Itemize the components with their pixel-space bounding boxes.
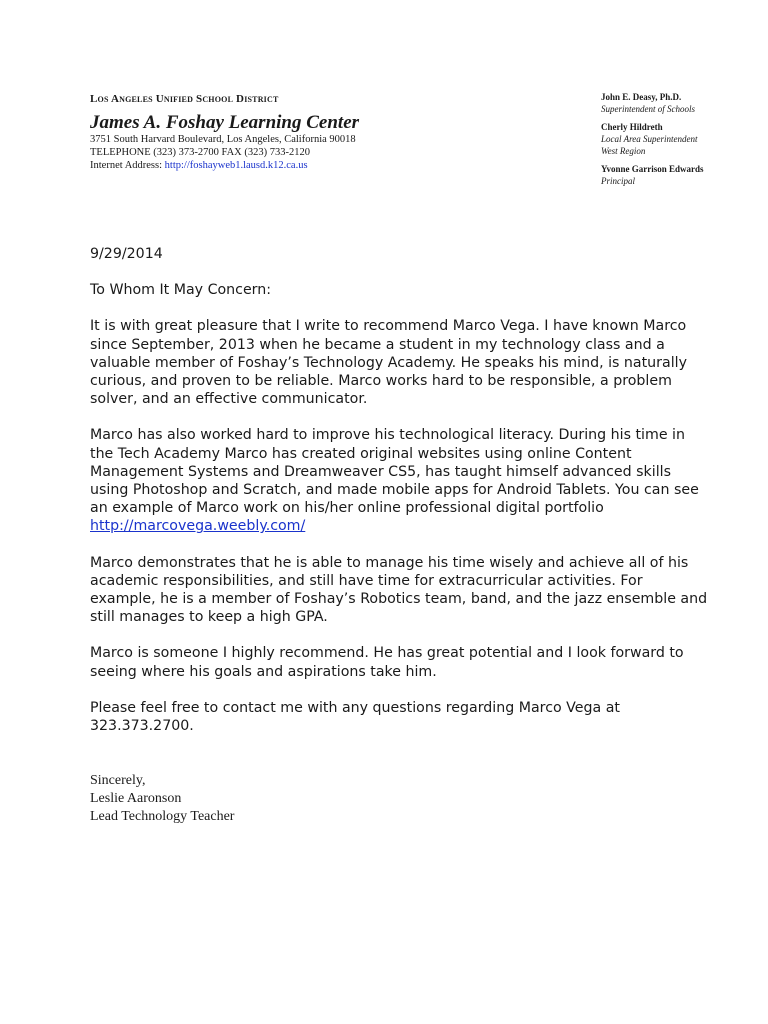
internet-address-line bbox=[90, 159, 510, 172]
district-name: Los Angeles Unified School District bbox=[90, 93, 279, 105]
official-name: Cherly Hildreth bbox=[601, 122, 663, 132]
school-address: 3751 South Harvard Boulevard, Los Angeles, California 90018 bbox=[90, 134, 356, 145]
paragraph-tech-literacy-text: Marco has also worked hard to improve his technological literacy. During his time in the Tech Academy Marco has created original websites using online Content Management Systems and Dreamweaver CS5, has taught himself advanced skills using Photoshop and Scratch, and made mobile apps for Android Tablets. You can see an example of Marco work on his/her online professional digital portfolio bbox=[90, 427, 699, 517]
paragraph-contact: Please feel free to contact me with any questions regarding Marco Vega at 323.373.2700. bbox=[90, 699, 620, 735]
official-title: Local Area Superintendent bbox=[601, 134, 698, 144]
portfolio-link[interactable]: http://marcovega.weebly.com/ bbox=[90, 518, 306, 535]
letter-salutation: To Whom It May Concern: bbox=[90, 282, 272, 299]
school-name: James A. Foshay Learning Center bbox=[90, 112, 360, 133]
official-title: Principal bbox=[601, 176, 635, 186]
paragraph-introduction: It is with great pleasure that I write to recommend Marco Vega. I have known Marco since September, 2013 when he became a student in my technology class and a valuable member of Foshay’s Technology Academy. He speaks his mind, is naturally curious, and proven to be reliable. Marco works hard to be responsible, a problem solver, and an effective communicator. bbox=[90, 318, 687, 408]
signer-name: Leslie Aaronson bbox=[90, 791, 182, 806]
valediction: Sincerely, bbox=[90, 773, 146, 788]
school-phone-fax: TELEPHONE (323) 373-2700 FAX (323) 733-2120 bbox=[90, 147, 310, 158]
official-name: Yvonne Garrison Edwards bbox=[601, 164, 704, 174]
paragraph-tech-literacy bbox=[90, 426, 710, 535]
letter-closing bbox=[90, 772, 234, 826]
letter-body bbox=[90, 245, 710, 753]
officials-list bbox=[601, 91, 761, 187]
school-website-link[interactable]: http://foshayweb1.lausd.k12.ca.us bbox=[164, 160, 308, 171]
paragraph-time-management: Marco demonstrates that he is able to manage his time wisely and achieve all of his academic responsibilities, and still have time for extracurricular activities. For example, he is a member of Foshay’s Robotics team, band, and the jazz ensemble and still manages to keep a high GPA. bbox=[90, 554, 708, 626]
internet-address-label: Internet Address: bbox=[90, 160, 165, 171]
letterhead bbox=[90, 93, 510, 172]
signer-title: Lead Technology Teacher bbox=[90, 809, 235, 824]
official-title: West Region bbox=[601, 146, 646, 156]
official-title: Superintendent of Schools bbox=[601, 104, 695, 114]
official-name: John E. Deasy, Ph.D. bbox=[601, 92, 682, 102]
paragraph-recommendation: Marco is someone I highly recommend. He has great potential and I look forward to seeing where his goals and aspirations take him. bbox=[90, 645, 684, 680]
letter-date: 9/29/2014 bbox=[90, 246, 163, 262]
